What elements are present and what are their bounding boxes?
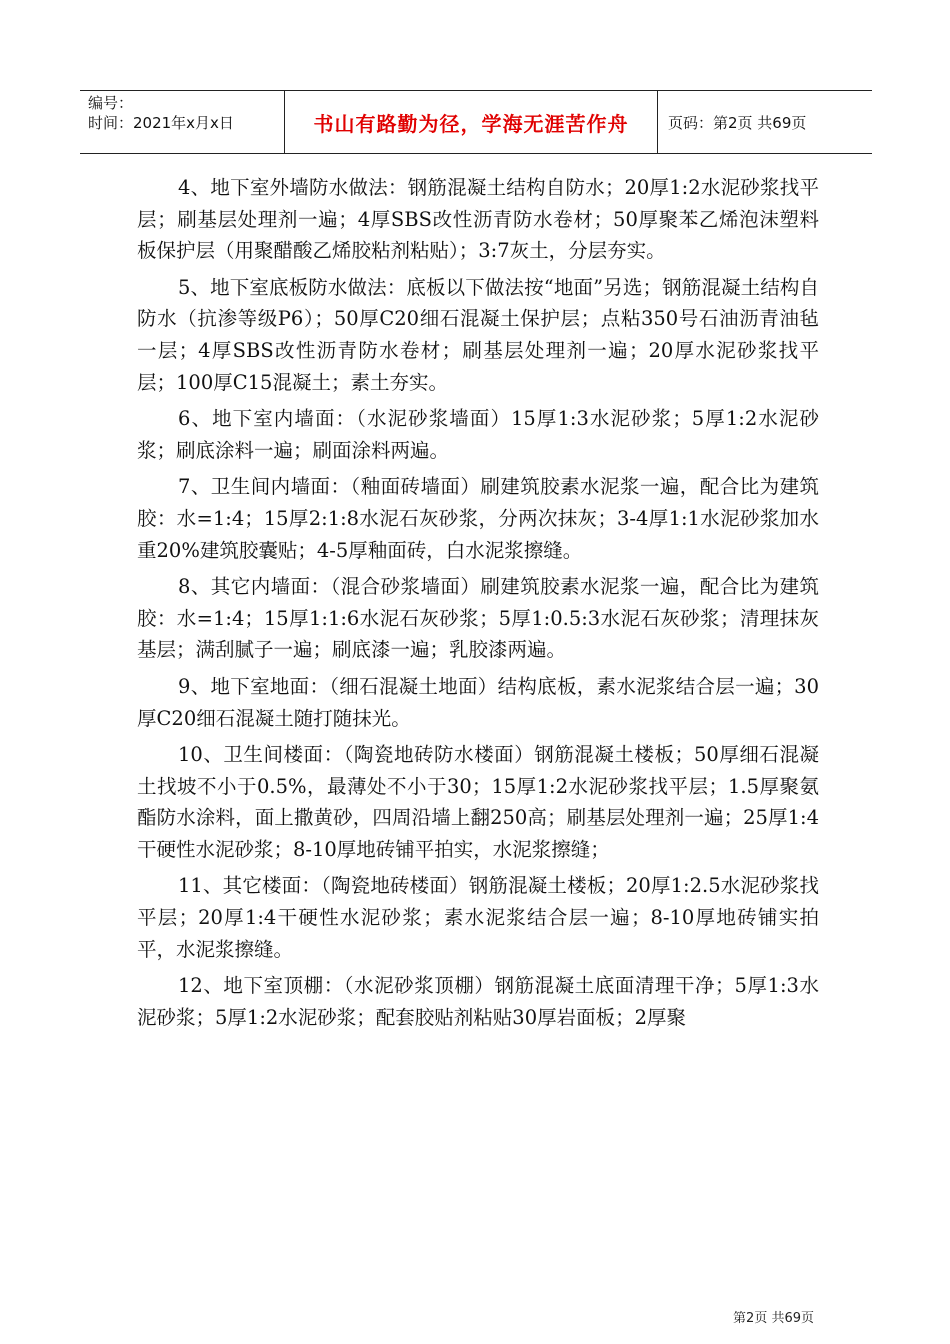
paragraph-7: 7、卫生间内墙面：（釉面砖墙面）刷建筑胶素水泥浆一遍，配合比为建筑胶：水=1:4；15厚2:1:8水泥石灰砂浆，分两次抹灰；3-4厚1:1水泥砂浆加水重20%建筑胶囊贴；4-5厚釉面砖，白水泥浆擦缝。: [137, 475, 819, 562]
paragraph-8: 8、其它内墙面：（混合砂浆墙面）刷建筑胶素水泥浆一遍，配合比为建筑胶：水=1:4；15厚1:1:6水泥石灰砂浆；5厚1:0.5:3水泥石灰砂浆；清理抹灰基层；满刮腻子一遍；刷底漆一遍；乳胶漆两遍。: [137, 575, 819, 662]
header-meta: [80, 91, 284, 153]
date-label: 时间：2021年x月x日: [88, 114, 234, 132]
paragraph-6: 6、地下室内墙面：（水泥砂浆墙面）15厚1:3水泥砂浆；5厚1:2水泥砂浆；刷底涂料一遍；刷面涂料两遍。: [137, 407, 819, 462]
paragraph-5: 5、地下室底板防水做法：底板以下做法按“地面”另选；钢筋混凝土结构自防水（抗渗等级P6）；50厚C20细石混凝土保护层；点粘350号石油沥青油毡一层；4厚SBS改性沥青防水卷材；刷基层处理剂一遍；20厚水泥砂浆找平层；100厚C15混凝土；素土夯实。: [137, 275, 819, 394]
paragraph-4: 4、地下室外墙防水做法：钢筋混凝土结构自防水；20厚1:2水泥砂浆找平层；刷基层处理剂一遍；4厚SBS改性沥青防水卷材；50厚聚苯乙烯泡沫塑料板保护层（用聚醋酸乙烯胶粘剂粘贴）；3:7灰土，分层夯实。: [137, 176, 819, 263]
number-label: 编号：: [88, 94, 134, 112]
document-body: [137, 172, 819, 1038]
paragraph-11: 11、其它楼面：（陶瓷地砖楼面）钢筋混凝土楼板；20厚1:2.5水泥砂浆找平层；20厚1:4干硬性水泥砂浆；素水泥浆结合层一遍；8-10厚地砖铺实拍平，水泥浆擦缝。: [137, 874, 819, 961]
paragraph-9: 9、地下室地面：（细石混凝土地面）结构底板，素水泥浆结合层一遍；30厚C20细石混凝土随打随抹光。: [137, 674, 819, 730]
paragraph-12: 12、地下室顶棚：（水泥砂浆顶棚）钢筋混凝土底面清理干净；5厚1:3水泥砂浆；5厚1:2水泥砂浆；配套胶贴剂粘贴30厚岩面板；2厚聚: [137, 974, 819, 1029]
footer-page-label: 第2页 共69页: [733, 1311, 814, 1326]
paragraph-10: 10、卫生间楼面：（陶瓷地砖防水楼面）钢筋混凝土楼板；50厚细石混凝土找坡不小于0.5%，最薄处不小于30；15厚1:2水泥砂浆找平层；1.5厚聚氨酯防水涂料，面上撒黄砂，四周沿墙上翻250高；刷基层处理剂一遍；25厚1:4干硬性水泥砂浆；8-10厚地砖铺平拍实，水泥浆擦缝；: [137, 743, 819, 861]
header-motto: 书山有路勤为径，学海无涯苦作舟: [284, 91, 658, 153]
header-page-label: 页码：第2页 共69页: [668, 113, 807, 132]
document-header: [80, 90, 872, 154]
